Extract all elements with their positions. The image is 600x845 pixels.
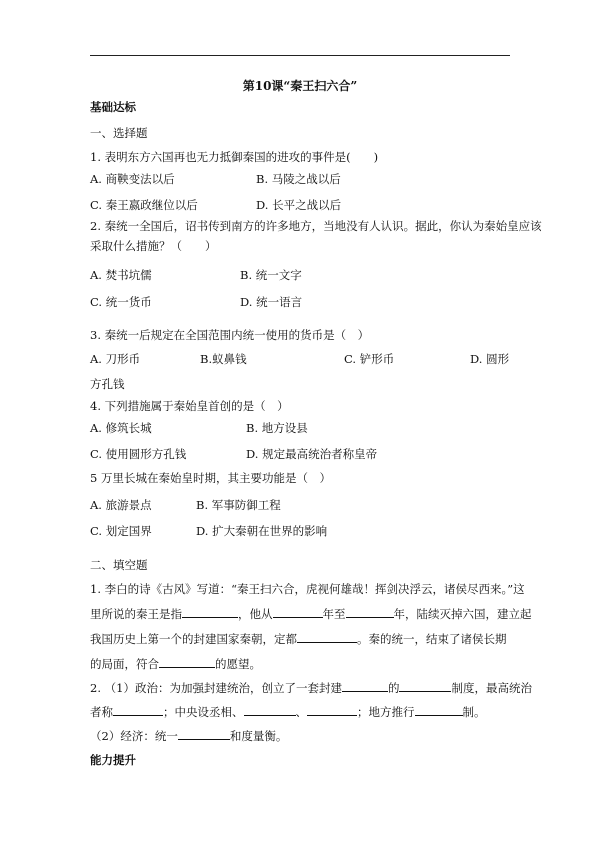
- q5-option-d: D. 扩大秦朝在世界的影响: [196, 524, 328, 538]
- fill-q2-text-c: 制度，最高统治: [451, 681, 532, 695]
- fill-q2-text-e: ；中央设丞相、: [163, 705, 244, 719]
- fill-q2-line3: [90, 727, 287, 744]
- fill-q2-text-j: 和度量衡。: [229, 729, 288, 743]
- fill-q1-text-a: 里所说的秦王是指: [90, 607, 182, 621]
- fill-q1-text-e: 我国历史上第一个的封建国家秦朝，定都: [90, 632, 297, 646]
- q5-option-a: A. 旅游景点: [90, 498, 152, 512]
- q4-option-c: C. 使用圆形方孔钱: [90, 447, 187, 461]
- q5-option-c: C. 划定国界: [90, 524, 152, 538]
- fill-blank[interactable]: [297, 630, 357, 643]
- fill-q1-text-c: 年至: [322, 607, 346, 621]
- fill-q1-text-d: 年，陆续灭掉六国，建立起: [393, 607, 532, 621]
- fill-blank[interactable]: [342, 679, 388, 692]
- fill-q1-text-b: ，他从: [238, 607, 273, 621]
- q2-stem-line1: 2. 秦统一全国后，诏书传到南方的许多地方，当地没有人认识。据此，你认为秦始皇应该: [90, 219, 542, 233]
- q1-option-d: D. 长平之战以后: [256, 198, 342, 212]
- fill-blank[interactable]: [178, 727, 230, 740]
- fill-blank[interactable]: [346, 605, 394, 618]
- q3-stem: 3. 秦统一后规定在全国范围内统一使用的货币是（ ）: [90, 328, 370, 342]
- fill-q2-text-f: 、: [295, 705, 307, 719]
- q2-stem-line2: 采取什么措施？（ ）: [90, 239, 217, 253]
- fill-q1-line2: [90, 605, 532, 622]
- q1-option-a: A. 商鞅变法以后: [90, 172, 175, 186]
- q2-option-a: A. 焚书坑儒: [90, 268, 152, 282]
- part1-heading: 一、选择题: [90, 126, 148, 140]
- q2-option-b: B. 统一文字: [240, 268, 302, 282]
- fill-q1-text-h: 的愿望。: [215, 657, 261, 671]
- q3-option-d-continued: 方孔钱: [90, 377, 125, 391]
- fill-q1-line3: [90, 630, 507, 647]
- fill-blank[interactable]: [399, 679, 451, 692]
- fill-q1-text-g: 的局面，符合: [90, 657, 159, 671]
- part2-heading: 二、填空题: [90, 558, 148, 572]
- fill-blank[interactable]: [113, 703, 163, 716]
- fill-blank[interactable]: [159, 655, 215, 668]
- section-advanced-heading: 能力提升: [90, 753, 136, 767]
- q3-option-d: D. 圆形: [470, 352, 510, 366]
- q1-stem: 1. 表明东方六国再也无力抵御秦国的进攻的事件是( ): [90, 150, 379, 164]
- fill-q2-text-i: （2）经济：统一: [90, 729, 178, 743]
- q4-option-a: A. 修筑长城: [90, 421, 152, 435]
- fill-q1-text-f: 。秦的统一，结束了诸侯长期: [357, 632, 507, 646]
- fill-blank[interactable]: [415, 703, 463, 716]
- fill-blank[interactable]: [244, 703, 296, 716]
- header-rule: [90, 55, 510, 56]
- fill-q2-line2: [90, 703, 486, 720]
- fill-q2-text-h: 制。: [462, 705, 486, 719]
- q4-option-d: D. 规定最高统治者称皇帝: [246, 447, 378, 461]
- q1-option-c: C. 秦王嬴政继位以后: [90, 198, 198, 212]
- q4-stem: 4. 下列措施属于秦始皇首创的是（ ）: [90, 399, 289, 413]
- fill-q2-text-b: 的: [387, 681, 400, 695]
- q4-option-b: B. 地方设县: [246, 421, 308, 435]
- q3-option-a: A. 刀形币: [90, 352, 141, 366]
- fill-q2-text-g: ；地方推行: [357, 705, 415, 719]
- fill-q2-line1: [90, 679, 532, 696]
- q5-stem: 5 万里长城在秦始皇时期，其主要功能是（ ）: [90, 471, 331, 485]
- q2-option-c: C. 统一货币: [90, 295, 152, 309]
- q3-option-b: B.蚁鼻钱: [200, 352, 247, 366]
- fill-q2-text-d: 者称: [90, 705, 113, 719]
- fill-q2-text-a: 2. （1）政治：为加强封建统治，创立了一套封建: [90, 681, 342, 695]
- fill-blank[interactable]: [182, 605, 238, 618]
- fill-blank[interactable]: [273, 605, 323, 618]
- fill-q1-line1: 1. 李白的诗《古风》写道：“秦王扫六合，虎视何雄哉！挥剑决浮云，诸侯尽西来。”这: [90, 582, 525, 596]
- q2-option-d: D. 统一语言: [240, 295, 303, 309]
- q5-option-b: B. 军事防御工程: [196, 498, 281, 512]
- fill-q1-line4: [90, 655, 261, 672]
- section-basic-heading: 基础达标: [90, 100, 136, 114]
- fill-blank[interactable]: [307, 703, 357, 716]
- q3-option-c: C. 铲形币: [344, 352, 395, 366]
- page-title: 第10课“秦王扫六合”: [242, 79, 358, 93]
- q1-option-b: B. 马陵之战以后: [256, 172, 341, 186]
